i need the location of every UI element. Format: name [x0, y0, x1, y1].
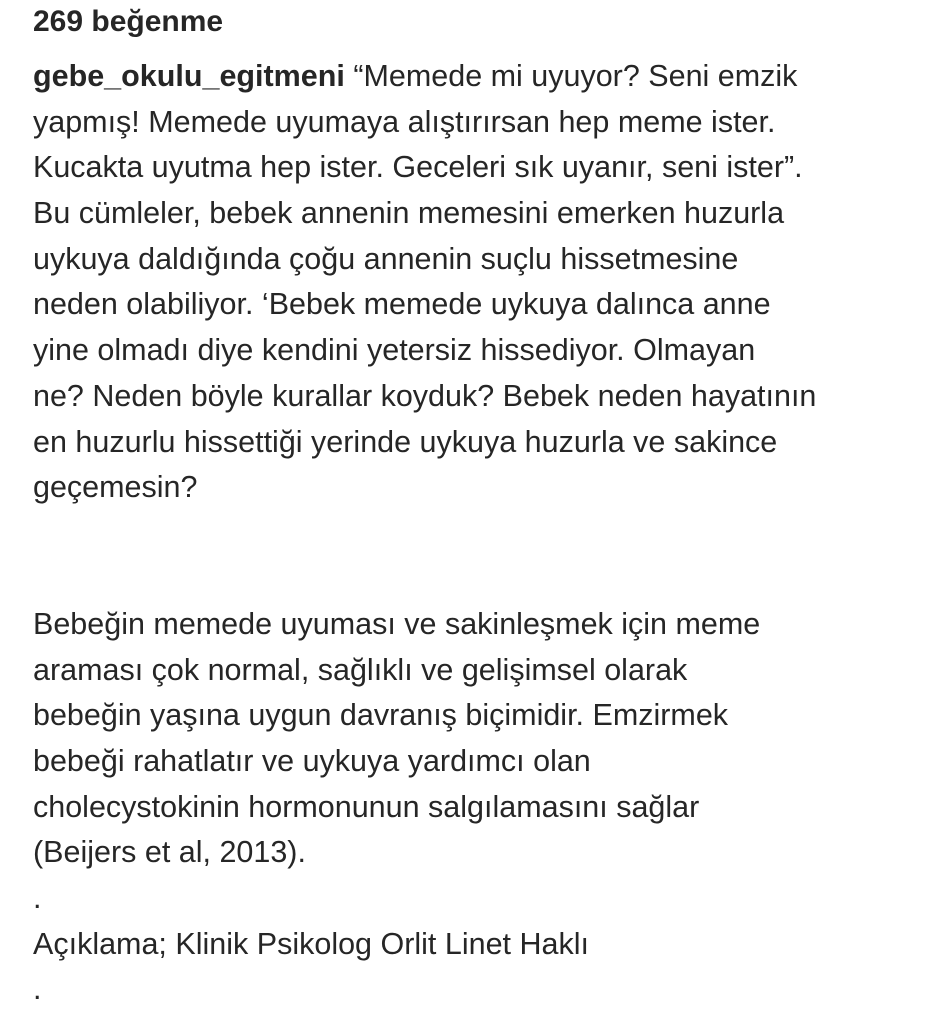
caption-line: geçemesin? — [33, 470, 198, 505]
trailing-dot: . — [33, 972, 42, 1007]
caption-line: neden olabiliyor. ‘Bebek memede uykuya dalınca anne — [33, 287, 771, 322]
caption-text: “Memede mi uyuyor? Seni emzik — [344, 59, 798, 93]
attribution-line: Açıklama; Klinik Psikolog Orlit Linet Haklı — [33, 926, 589, 961]
username-link[interactable]: gebe_okulu_egitmeni — [33, 59, 345, 93]
post-caption — [33, 54, 933, 1013]
caption-line — [33, 54, 933, 100]
caption-line: araması çok normal, sağlıklı ve gelişimsel olarak — [33, 652, 688, 687]
caption-line: uykuya daldığında çoğu annenin suçlu hissetmesine — [33, 241, 739, 276]
caption-line: cholecystokinin hormonunun salgılamasını sağlar — [33, 789, 700, 824]
caption-line: en huzurlu hissettiği yerinde uykuya huzurla ve sakince — [33, 424, 778, 459]
caption-line: yapmış! Memede uyumaya alıştırırsan hep meme ister. — [33, 104, 776, 139]
caption-line: bebeği rahatlatır ve uykuya yardımcı olan — [33, 743, 591, 778]
caption-line: bebeğin yaşına uygun davranış biçimidir. Emzirmek — [33, 698, 729, 733]
caption-line: ne? Neden böyle kurallar koyduk? Bebek neden hayatının — [33, 378, 817, 413]
likes-count[interactable]: 269 beğenme — [33, 5, 224, 38]
separator-dot: . — [33, 881, 42, 915]
caption-line: yine olmadı diye kendini yetersiz hissediyor. Olmayan — [33, 333, 756, 368]
caption-line: Bu cümleler, bebek annenin memesini emerken huzurla — [33, 196, 785, 231]
caption-line: Kucakta uyutma hep ister. Geceleri sık uyanır, seni ister”. — [33, 150, 803, 185]
caption-line: (Beijers et al, 2013). — [33, 835, 306, 870]
paragraph-gap — [33, 511, 933, 602]
caption-line: Bebeğin memede uyuması ve sakinleşmek için meme — [33, 606, 761, 641]
